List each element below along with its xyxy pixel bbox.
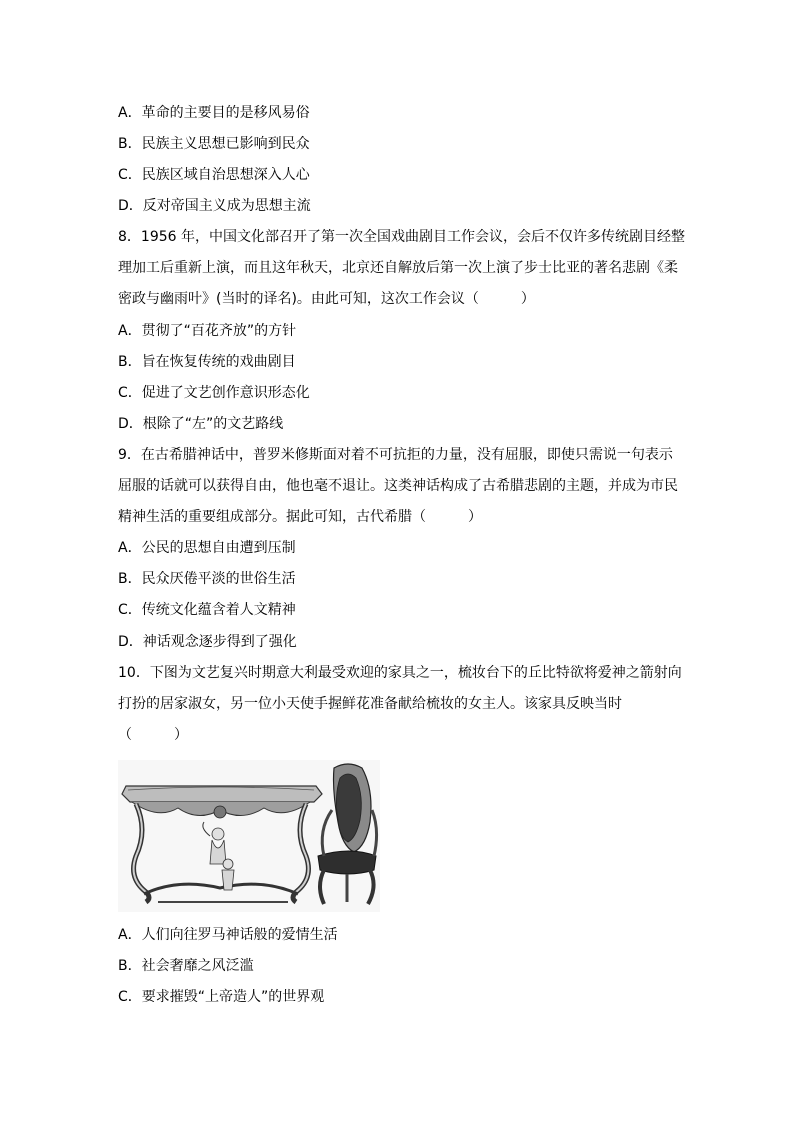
q8-option-c: C．促进了文艺创作意识形态化: [118, 385, 310, 401]
q7-option-b: B．民族主义思想已影响到民众: [118, 136, 310, 152]
q10-stem-line-1: 10．下图为文艺复兴时期意大利最受欢迎的家具之一，梳妆台下的丘比特欲将爱神之箭射向: [118, 665, 682, 681]
q8-stem-line-1: 8．1956 年，中国文化部召开了第一次全国戏曲剧目工作会议，会后不仅许多传统剧目经整: [118, 229, 685, 245]
q8-stem-line-2: 理加工后重新上演，而且这年秋天，北京还自解放后第一次上演了步士比亚的著名悲剧《柔: [118, 260, 678, 276]
q9-option-a: A．公民的思想自由遭到压制: [118, 540, 296, 556]
q9-option-b: B．民众厌倦平淡的世俗生活: [118, 571, 296, 587]
q9-stem-line-2: 屈服的话就可以获得自由，他也毫不退让。这类神话构成了古希腊悲剧的主题，并成为市民: [118, 478, 678, 494]
q9-stem-line-3: 精神生活的重要组成部分。据此可知，古代希腊（ ）: [118, 509, 482, 525]
q10-stem-line-3: （ ）: [118, 727, 188, 743]
q7-option-d: D．反对帝国主义成为思想主流: [118, 198, 311, 214]
q7-option-a: A．革命的主要目的是移风易俗: [118, 105, 310, 121]
q8-option-a: A．贯彻了“百花齐放”的方针: [118, 323, 297, 339]
q8-option-b: B．旨在恢复传统的戏曲剧目: [118, 354, 296, 370]
q8-stem-line-3: 密政与幽雨叶》(当时的译名)。由此可知，这次工作会议（ ）: [118, 291, 535, 307]
q10-option-c: C．要求摧毁“上帝造人”的世界观: [118, 989, 325, 1005]
q10-option-b: B．社会奢靡之风泛滥: [118, 958, 254, 974]
q9-stem-line-1: 9．在古希腊神话中，普罗米修斯面对着不可抗拒的力量，没有屈服，即使只需说一句表示: [118, 447, 673, 463]
q7-option-c: C．民族区域自治思想深入人心: [118, 167, 310, 183]
renaissance-furniture-image: [118, 760, 380, 912]
q10-option-a: A．人们向往罗马神话般的爱情生活: [118, 927, 338, 943]
q9-option-d: D．神话观念逐步得到了强化: [118, 634, 297, 650]
q10-stem-line-2: 打扮的居家淑女，另一位小天使手握鲜花准备献给梳妆的女主人。该家具反映当时: [118, 696, 622, 712]
q9-option-c: C．传统文化蕴含着人文精神: [118, 602, 296, 618]
q8-option-d: D．根除了“左”的文艺路线: [118, 416, 284, 432]
